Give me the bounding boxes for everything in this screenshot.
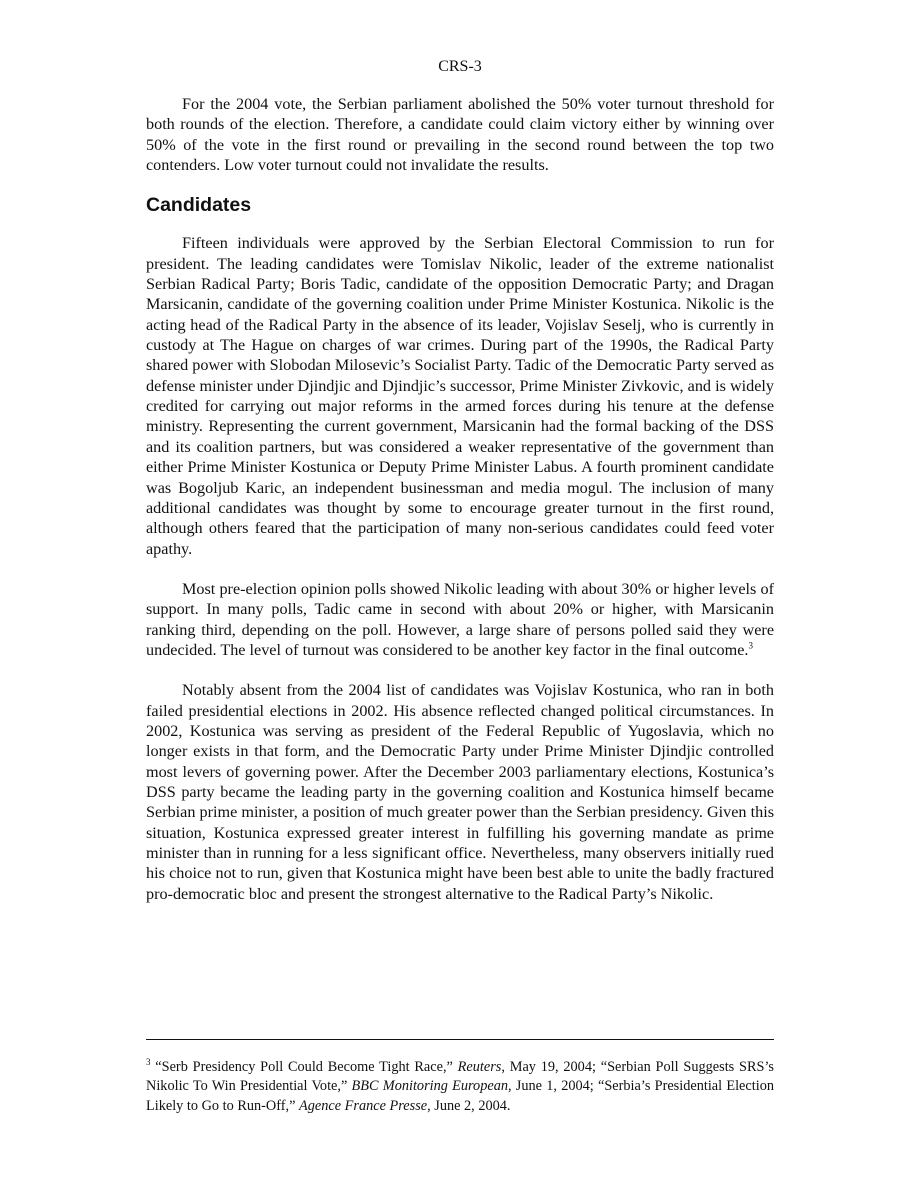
footnote-source-bbc: BBC Monitoring European [351, 1078, 508, 1095]
footnote-part-3: , June 1, 2004; “Serbia’s Presidential Election Likely to Go to Run-Off,” [146, 1078, 774, 1114]
footnote-part-1: “Serb Presidency Poll Could Become Tight Race,” [150, 1059, 458, 1075]
footnote-source-afp: Agence France Presse [299, 1097, 428, 1114]
paragraph-turnout-threshold: For the 2004 vote, the Serbian parliament abolished the 50% voter turnout threshold for both rounds of the election. Therefore, a candidate could claim victory either by winning over 50% of the vote in the first round or prevailing in the second round between the top two contenders. Low voter turnout could not invalidate the results. [146, 95, 774, 175]
paragraph-candidates: Fifteen individuals were approved by the Serbian Electoral Commission to run for president. The leading candidates were Tomislav Nikolic, leader of the extreme nationalist Serbian Radical Party; Boris Tadic, candidate of the opposition Democratic Party; and Dragan Marsicanin, candidate of the governing coalition under Prime Minister Kostunica. Nikolic is the acting head of the Radical Party in the absence of its leader, Vojislav Seselj, who is currently in custody at The Hague on charges of war crimes. During part of the 1990s, the Radical Party shared power with Slobodan Milosevic’s Socialist Party. Tadic of the Democratic Party served as defense minister under Djindjic and Djindjic’s successor, Prime Minister Zivkovic, and is widely credited for carrying out major reforms in the armed forces during his tenure at the defense ministry. Representing the current government, Marsicanin had the formal backing of the DSS and its coalition partners, but was considered a weaker representative of the government than either Prime Minister Kostunica or Deputy Prime Minister Labus. A fourth prominent candidate was Bogoljub Karic, an independent businessman and media mogul. The inclusion of many additional candidates was thought by some to encourage greater turnout in the first round, although others feared that the participation of many non-serious candidates could feed voter apathy. [146, 234, 774, 558]
footnote-text [146, 1058, 774, 1116]
body-text [146, 94, 774, 904]
footnote-number: 3 [146, 1057, 151, 1068]
page-header: CRS-3 [438, 58, 482, 75]
footnote-divider [146, 1039, 774, 1040]
footnote-reference[interactable]: 3 [748, 640, 753, 651]
footnote-part-2: , May 19, 2004; “Serbian Poll Suggests SRS’s Nikolic To Win Presidential Vote,” [146, 1059, 774, 1095]
paragraph-opinion-polls [146, 579, 774, 660]
paragraph-opinion-polls-text: Most pre-election opinion polls showed Nikolic leading with about 30% or higher levels of support. In many polls, Tadic came in second with about 20% or higher, with Marsicanin ranking third, depending on the poll. However, a large share of persons polled said they were undecided. The level of turnout was considered to be another key factor in the final outcome. [146, 579, 774, 659]
footnote-source-reuters: Reuters [457, 1059, 502, 1075]
footnote-part-4: , June 2, 2004. [427, 1097, 511, 1114]
footnote [146, 1058, 774, 1116]
paragraph-kostunica-absent: Notably absent from the 2004 list of candidates was Vojislav Kostunica, who ran in both failed presidential elections in 2002. His absence reflected changed political circumstances. In 2002, Kostunica was serving as president of the Federal Republic of Yugoslavia, which no longer exists in that form, and the Democratic Party under Prime Minister Djindjic controlled most levers of governing power. After the December 2003 parliamentary elections, Kostunica’s DSS party became the leading party in the governing coalition and Kostunica himself became Serbian prime minister, a position of much greater power than the Serbian presidency. Given this situation, Kostunica expressed greater interest in fulfilling his governing mandate as prime minister than in running for a less significant office. Nevertheless, many observers initially rued his choice not to run, given that Kostunica might have been best able to unite the badly fractured pro-democratic bloc and present the strongest alternative to the Radical Party’s Nikolic. [146, 681, 774, 903]
section-heading: Candidates [146, 194, 252, 217]
